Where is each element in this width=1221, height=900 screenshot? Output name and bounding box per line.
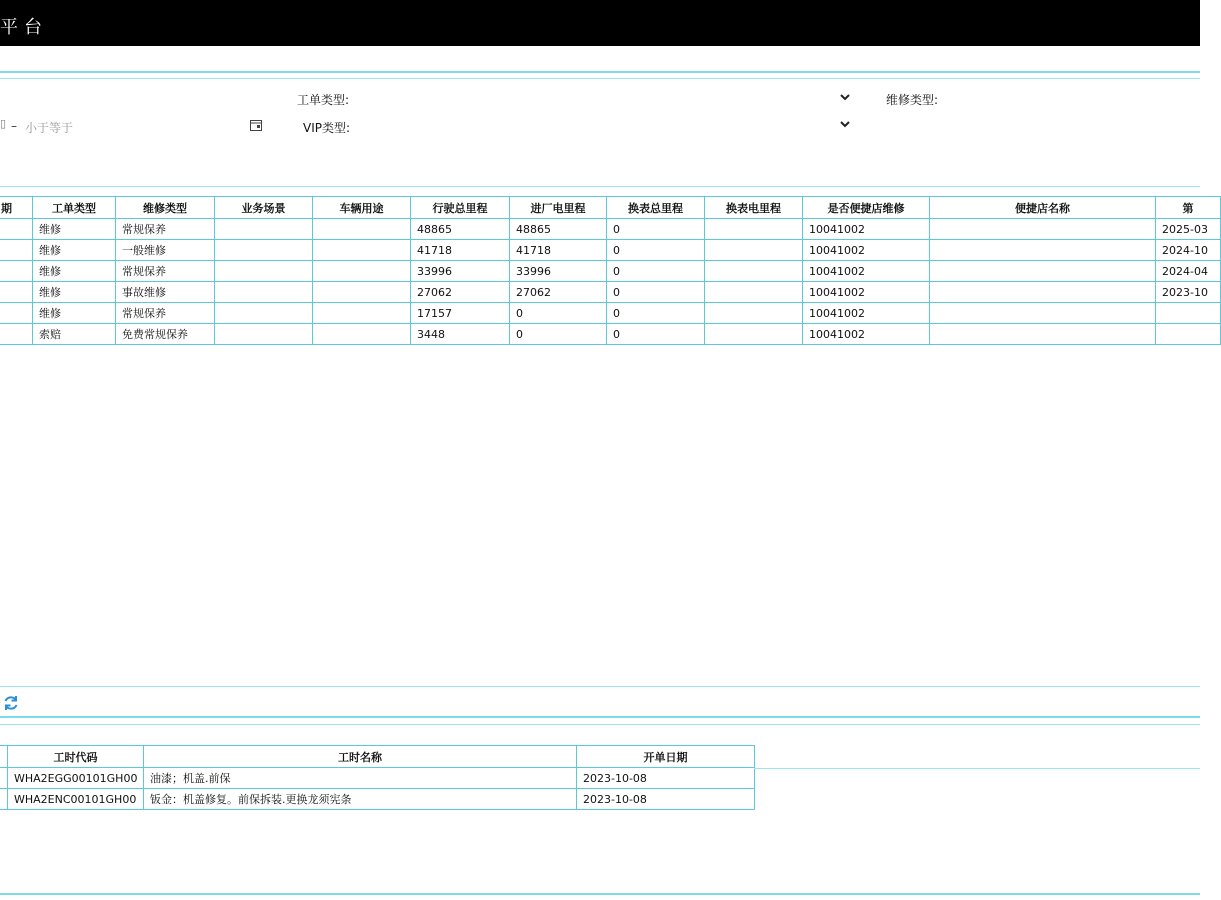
vip-type-label: VIP类型: [303,121,351,135]
column-header[interactable]: 工时代码 [8,746,144,768]
table-cell: 2023-10-08 [577,789,755,810]
table-cell: 常规保养 [116,303,215,324]
table-cell [930,303,1156,324]
vip-type-select[interactable] [360,117,855,135]
table-cell [0,768,8,789]
table-cell: 41718 [510,240,607,261]
refresh-icon[interactable] [2,694,20,712]
maintenance-history-table [0,196,1221,345]
divider [754,768,1200,769]
table-cell [313,240,411,261]
divider [0,893,1200,895]
table-cell [215,282,313,303]
table-cell: 维修 [33,240,116,261]
column-header[interactable]: 工时名称 [144,746,577,768]
table-cell [313,303,411,324]
column-header[interactable]: 行驶总里程 [411,197,510,219]
table-cell: 33996 [411,261,510,282]
divider [0,71,1200,73]
table-cell: 常规保养 [116,219,215,240]
table-cell [313,282,411,303]
repair-type-label: 维修类型: [886,93,939,107]
table-cell [705,324,803,345]
column-header[interactable]: 期 [0,197,33,219]
table-row[interactable] [0,789,755,810]
chevron-down-icon[interactable] [838,90,852,104]
table-cell: 48865 [411,219,510,240]
table-cell [215,219,313,240]
table-cell: 2024-04 [1156,261,1221,282]
column-header[interactable]: 开单日期 [577,746,755,768]
column-header[interactable]: 工单类型 [33,197,116,219]
table-cell: 维修 [33,261,116,282]
table-cell: 0 [607,324,705,345]
divider [0,78,1200,79]
column-header[interactable] [0,746,8,768]
date-to-input[interactable]: 小于等于 [25,121,74,135]
table-cell: 0 [607,261,705,282]
table-cell [930,282,1156,303]
table-row[interactable] [0,261,1221,282]
table-cell: 维修 [33,219,116,240]
table-cell: 维修 [33,303,116,324]
table-cell [215,261,313,282]
title-bar [0,0,1200,46]
table-header-row [0,746,755,768]
chevron-down-icon[interactable] [838,117,852,131]
column-header[interactable]: 进厂电里程 [510,197,607,219]
table-cell: 0 [607,219,705,240]
table-cell: 10041002 [803,324,930,345]
column-header[interactable]: 是否便捷店维修 [803,197,930,219]
table-cell [1156,303,1221,324]
table-row[interactable] [0,219,1221,240]
table-cell: 0 [510,303,607,324]
work-order-type-select[interactable] [360,89,855,107]
table-cell [930,324,1156,345]
table-cell: 3448 [411,324,510,345]
table-cell: 维修 [33,282,116,303]
table-cell [705,240,803,261]
table-row[interactable] [0,282,1221,303]
divider [0,186,1200,187]
table-cell: 免费常规保养 [116,324,215,345]
column-header[interactable]: 维修类型 [116,197,215,219]
table-row[interactable] [0,768,755,789]
table-cell [705,219,803,240]
app-title: 平台 [0,17,48,38]
table-row[interactable] [0,240,1221,261]
table-cell [0,240,33,261]
column-header[interactable]: 第 [1156,197,1221,219]
table-cell: 27062 [411,282,510,303]
table-cell: 索赔 [33,324,116,345]
column-header[interactable]: 换表总里程 [607,197,705,219]
table-cell [0,789,8,810]
table-cell: 10041002 [803,303,930,324]
table-cell: 10041002 [803,282,930,303]
table-cell [215,240,313,261]
table-row[interactable] [0,324,1221,345]
table-cell [0,282,33,303]
table-cell: 2024-10 [1156,240,1221,261]
table-cell: 10041002 [803,219,930,240]
table-cell [0,219,33,240]
table-cell [1156,324,1221,345]
work-order-type-label: 工单类型: [297,93,350,107]
table-cell [705,303,803,324]
table-cell: 0 [607,303,705,324]
table-cell: 油漆；机盖.前保 [144,768,577,789]
table-cell [313,261,411,282]
table-cell [313,324,411,345]
column-header[interactable]: 车辆用途 [313,197,411,219]
table-cell: 27062 [510,282,607,303]
calendar-icon[interactable] [249,118,263,132]
table-cell [215,303,313,324]
table-cell: 33996 [510,261,607,282]
table-cell [930,261,1156,282]
calendar-icon[interactable]: ▯ [0,117,7,130]
table-cell [0,324,33,345]
table-cell [0,261,33,282]
table-cell [313,219,411,240]
date-range-separator: – [11,119,17,133]
table-cell: 0 [607,240,705,261]
divider [0,686,1200,687]
table-cell: 10041002 [803,261,930,282]
table-cell: 17157 [411,303,510,324]
table-cell: 2023-10 [1156,282,1221,303]
table-cell: 事故维修 [116,282,215,303]
divider [0,724,1200,725]
column-header[interactable]: 业务场景 [215,197,313,219]
table-cell [0,303,33,324]
table-cell: 48865 [510,219,607,240]
table-cell: 2025-03 [1156,219,1221,240]
labor-items-table [0,745,755,810]
table-cell: 钣金：机盖修复。前保拆装.更换龙须宪条 [144,789,577,810]
table-cell [215,324,313,345]
column-header[interactable]: 换表电里程 [705,197,803,219]
table-cell: 0 [510,324,607,345]
table-cell [930,240,1156,261]
repair-type-select[interactable] [945,89,1195,107]
table-row[interactable] [0,303,1221,324]
table-cell: 0 [607,282,705,303]
table-cell: WHA2ENC00101GH00 [8,789,144,810]
table-cell [705,282,803,303]
table-cell: 常规保养 [116,261,215,282]
divider [0,716,1200,718]
table-cell: 41718 [411,240,510,261]
table-cell [705,261,803,282]
table-cell: 10041002 [803,240,930,261]
table-cell [930,219,1156,240]
table-cell: WHA2EGG00101GH00 [8,768,144,789]
table-cell: 2023-10-08 [577,768,755,789]
table-cell: 一般维修 [116,240,215,261]
table-header-row [0,197,1221,219]
column-header[interactable]: 便捷店名称 [930,197,1156,219]
